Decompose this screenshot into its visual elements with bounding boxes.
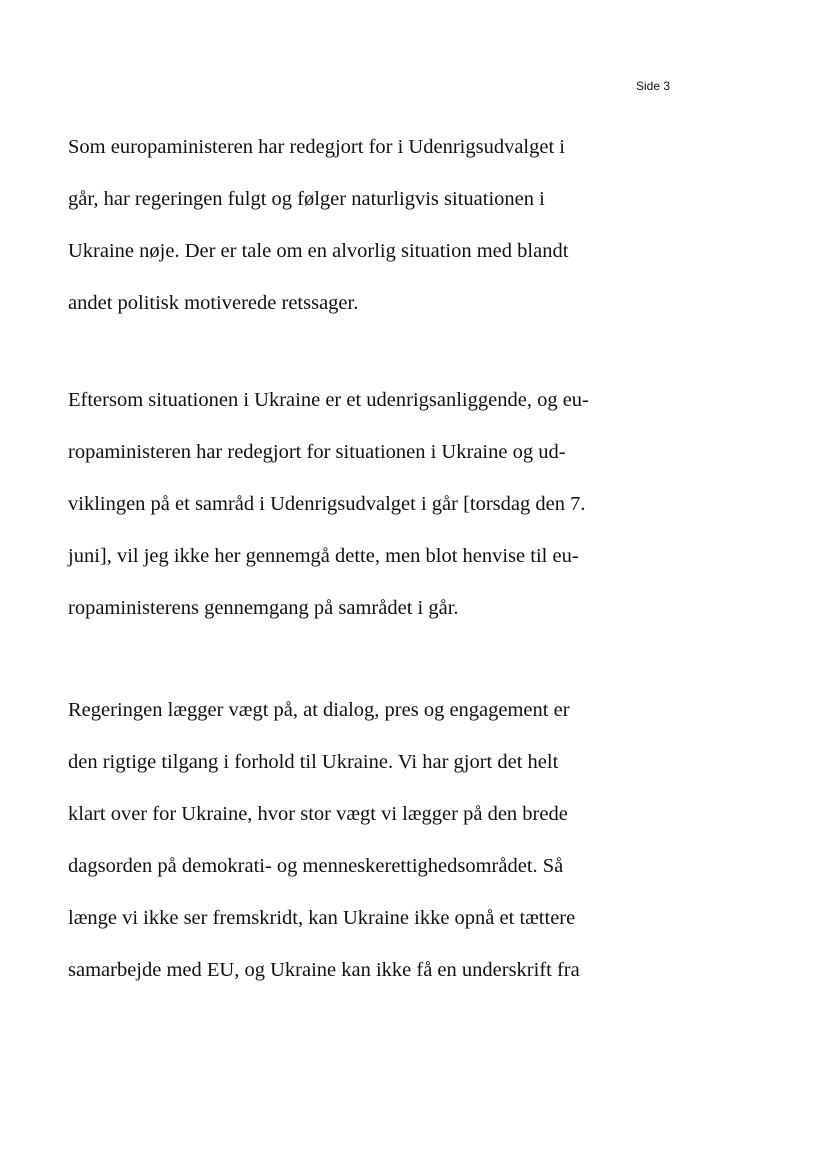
text-line: længe vi ikke ser fremskridt, kan Ukraine ikke opnå et tættere <box>68 907 576 929</box>
paragraph <box>68 699 668 1011</box>
text-line: Eftersom situationen i Ukraine er et udenrigsanliggende, og eu- <box>68 389 589 411</box>
text-line: samarbejde med EU, og Ukraine kan ikke få en underskrift fra <box>68 959 580 981</box>
text-line: går, har regeringen fulgt og følger naturligvis situationen i <box>68 188 545 210</box>
text-line: andet politisk motiverede retssager. <box>68 292 359 314</box>
text-line: Ukraine nøje. Der er tale om en alvorlig situation med blandt <box>68 240 569 262</box>
text-line: ropaministeren har redegjort for situationen i Ukraine og ud- <box>68 441 566 463</box>
text-line: klart over for Ukraine, hvor stor vægt vi lægger på den brede <box>68 803 568 825</box>
text-line: Regeringen lægger vægt på, at dialog, pres og engagement er <box>68 699 570 721</box>
text-line: den rigtige tilgang i forhold til Ukraine. Vi har gjort det helt <box>68 751 559 773</box>
text-line: dagsorden på demokrati- og menneskerettighedsområdet. Så <box>68 855 564 877</box>
text-line: viklingen på et samråd i Udenrigsudvalget i går [torsdag den 7. <box>68 493 586 515</box>
page-number: Side 3 <box>636 79 671 93</box>
paragraph <box>68 389 668 649</box>
text-line: ropaministerens gennemgang på samrådet i går. <box>68 597 459 619</box>
text-line: Som europaministeren har redegjort for i Udenrigsudvalget i <box>68 136 565 158</box>
paragraph <box>68 136 668 344</box>
text-line: juni], vil jeg ikke her gennemgå dette, men blot henvise til eu- <box>68 545 579 567</box>
